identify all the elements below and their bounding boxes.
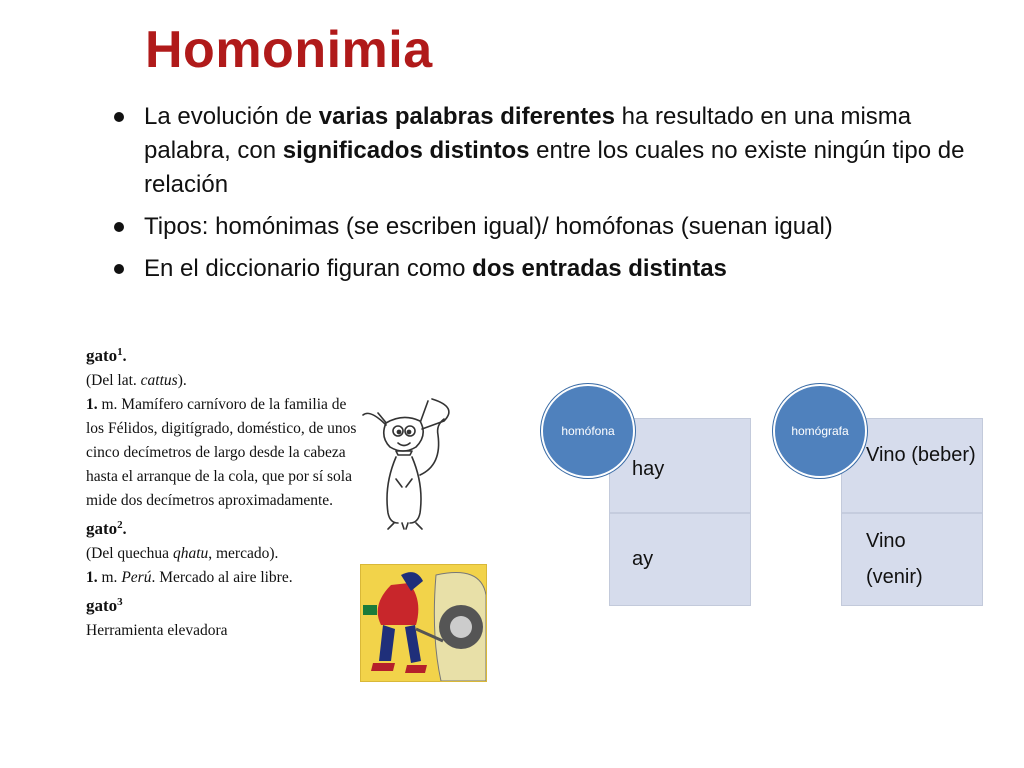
dict-entry-1-definition: 1. m. Mamífero carnívoro de la familia de los Félidos, digitígrado, doméstico, de unos cinco decímetros de largo desde la cabeza hasta el arranque de la cola, que por sí sola mide dos decímetros aproximadamente. [86,396,357,510]
homofona-bottom-word: ay [632,548,654,570]
bullet-item: En el diccionario figuran como dos entradas distintas [110,252,970,286]
cartoon-car-jack-image [360,564,487,682]
card-divider [610,512,750,514]
cartoon-car-jack-icon [361,565,486,681]
bullet-dot-icon [114,222,124,232]
homografa-top-word: Vino (beber) [866,444,976,466]
dict-entry-1-etymology: (Del lat. cattus). [86,372,187,390]
bullet-item: Tipos: homónimas (se escriben igual)/ homófonas (suenan igual) [110,210,970,244]
homografa-bottom-word-1: Vino [866,530,906,552]
dictionary-entries [86,340,361,643]
dict-entry-2-headword: gato$^2$. [86,519,127,539]
dict-entry-2-etymology: (Del quechua qhatu, mercado). [86,545,279,563]
bullet-dot-icon [114,112,124,122]
dict-entry-3-definition: Herramienta elevadora [86,622,228,640]
bullet-list [110,100,970,294]
homografa-bottom-word-2: (venir) [866,566,923,588]
dict-entry-2-definition: 1. m. Perú. Mercado al aire libre. [86,569,293,587]
bullet-dot-icon [114,264,124,274]
card-divider [842,512,982,514]
dict-entry-1-headword: gato$^1$. [86,346,127,366]
slide-title: Homonimia [145,21,433,79]
cartoon-cat-icon [358,395,468,535]
bullet-item: La evolución de varias palabras diferentes ha resultado en una misma palabra, con significados distintos entre los cuales no existe ningún tipo de relación [110,100,970,202]
homofona-top-word: hay [632,458,665,480]
homofona-circle: homófona [541,384,635,478]
dict-entry-3-headword: gato$^3$ [86,596,123,616]
homografa-circle: homógrafa [773,384,867,478]
